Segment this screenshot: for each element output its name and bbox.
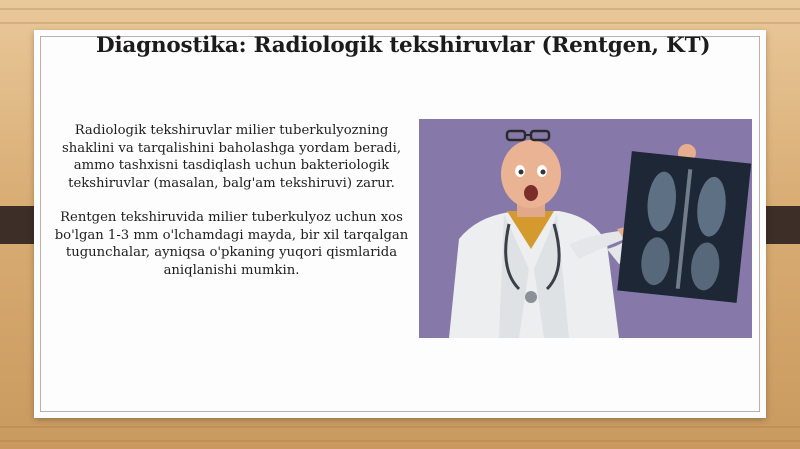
doctor-with-xray-photo xyxy=(419,119,752,338)
slide-title: Diagnostika: Radiologik tekshiruvlar (Rentgen, KT) xyxy=(96,33,711,58)
doctor-illustration xyxy=(419,119,752,338)
wood-grain xyxy=(0,440,800,442)
slide-body xyxy=(54,122,409,296)
wood-grain xyxy=(0,426,800,428)
slide xyxy=(34,30,766,418)
paragraph-xray: Rentgen tekshiruvida milier tuberkulyoz uchun xos bo'lgan 1-3 mm o'lchamdagi mayda, bir xil tarqalgan tugunchalar, ayniqsa o'pkaning yuqori qismlarida aniqlanishi mumkin. xyxy=(54,210,409,278)
paragraph-radiology: Radiologik tekshiruvlar milier tuberkulyozning shaklini va tarqalishini baholashga yordam beradi, ammo tashxisni tasdiqlash uchun bakteriologik tekshiruvlar (masalan, balg'am tekshiruvi) zarur. xyxy=(61,123,402,191)
right-side-tab xyxy=(766,206,800,244)
left-side-tab xyxy=(0,206,34,244)
wood-grain xyxy=(0,8,800,10)
wood-grain xyxy=(0,22,800,24)
